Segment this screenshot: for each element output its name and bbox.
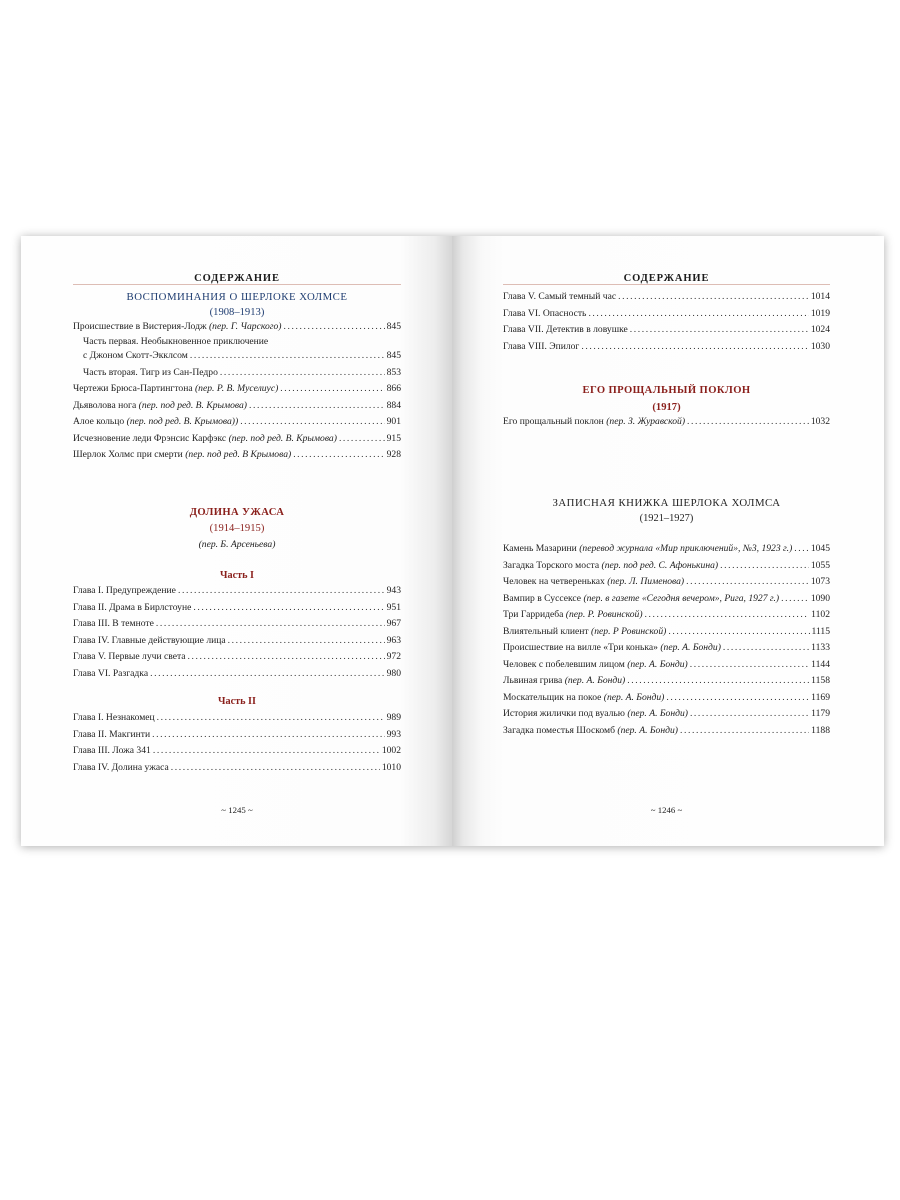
- section-translator: (пер. Б. Арсеньева): [198, 539, 276, 550]
- toc-entry[interactable]: Глава II. Драма в Бирлстоуне . . . 951: [73, 600, 401, 617]
- toc-entry[interactable]: Загадка поместья Шоскомб (пер. А. Бонди) . . . 1188: [503, 723, 830, 740]
- part-title: Часть II: [218, 696, 256, 707]
- section-title: ВОСПОМИНАНИЯ О ШЕРЛОКЕ ХОЛМСЕ: [126, 291, 348, 303]
- toc-entry[interactable]: Дьяволова нога (пер. под ред. В. Крымова) . . . 884: [73, 398, 401, 415]
- toc-entry[interactable]: Глава V. Первые лучи света . . . 972: [73, 649, 401, 666]
- toc-list: [503, 289, 830, 355]
- toc-entry[interactable]: Глава VI. Опасность . . . 1019: [503, 306, 830, 323]
- toc-entry[interactable]: Камень Мазарини (перевод журнала «Мир приключений», №3, 1923 г.) . . . 1045: [503, 541, 830, 558]
- page-header: СОДЕРЖАНИЕ: [623, 273, 710, 284]
- toc-entry[interactable]: Глава VIII. Эпилог . . . 1030: [503, 339, 830, 356]
- toc-entry[interactable]: Загадка Торского моста (пер. под ред. С. Афонькина) . . . 1055: [503, 558, 830, 575]
- book-spread: [21, 236, 884, 846]
- toc-entry[interactable]: Глава IV. Долина ужаса . . . 1010: [73, 760, 401, 777]
- toc-entry[interactable]: Глава I. Предупреждение . . . 943: [73, 583, 401, 600]
- toc-entry[interactable]: Происшествие на вилле «Три конька» (пер. А. Бонди) . . . 1133: [503, 640, 830, 657]
- section-years: (1908–1913): [209, 307, 265, 318]
- toc-entry[interactable]: Чертежи Брюса-Партингтона (пер. Р. В. Муселиус) . . . 866: [73, 381, 401, 398]
- toc-list: [73, 583, 401, 682]
- section-title: ЗАПИСНАЯ КНИЖКА ШЕРЛОКА ХОЛМСА: [552, 497, 781, 509]
- toc-entry[interactable]: Глава V. Самый темный час . . . 1014: [503, 289, 830, 306]
- toc-entry[interactable]: Алое кольцо (пер. под ред. В. Крымова)) . . . 901: [73, 414, 401, 431]
- part-title: Часть I: [220, 570, 254, 581]
- toc-entry[interactable]: Глава IV. Главные действующие лица . . . 963: [73, 633, 401, 650]
- toc-entry[interactable]: Глава I. Незнакомец . . . 989: [73, 710, 401, 727]
- toc-entry[interactable]: Глава II. Макгинти . . . 993: [73, 727, 401, 744]
- toc-entry[interactable]: Исчезновение леди Фрэнсис Карфэкс (пер. под ред. В. Крымова) . . . 915: [73, 431, 401, 448]
- toc-entry[interactable]: Глава III. В темноте . . . 967: [73, 616, 401, 633]
- header-rule: [73, 284, 401, 285]
- section-years: (1914–1915): [209, 523, 265, 534]
- toc-entry[interactable]: Глава VII. Детектив в ловушке . . . 1024: [503, 322, 830, 339]
- toc-entry[interactable]: Влиятельный клиент (пер. Р Ровинской) . . . 1115: [503, 624, 830, 641]
- toc-entry[interactable]: Часть вторая. Тигр из Сан-Педро . . . 853: [73, 365, 401, 382]
- toc-entry[interactable]: Его прощальный поклон (пер. З. Журавской) . . . 1032: [503, 414, 830, 431]
- toc-entry[interactable]: Человек на четвереньках (пер. Л. Пименова) . . . 1073: [503, 574, 830, 591]
- toc-entry[interactable]: Глава III. Ложа 341 . . . 1002: [73, 743, 401, 760]
- page-number: ~ 1245 ~: [221, 805, 253, 815]
- toc-entry[interactable]: История жилички под вуалью (пер. А. Бонди) . . . 1179: [503, 706, 830, 723]
- header-rule: [503, 284, 830, 285]
- toc-entry[interactable]: Львиная грива (пер. А. Бонди) . . . 1158: [503, 673, 830, 690]
- toc-list: [503, 541, 830, 739]
- toc-entry[interactable]: Москательщик на покое (пер. А. Бонди) . . . 1169: [503, 690, 830, 707]
- toc-entry[interactable]: Три Гарридеба (пер. Р. Ровинской) . . . 1102: [503, 607, 830, 624]
- section-years: (1921–1927): [639, 513, 694, 524]
- toc-entry[interactable]: Вампир в Суссексе (пер. в газете «Сегодня вечером», Рига, 1927 г.) . . . 1090: [503, 591, 830, 608]
- left-page: [21, 236, 452, 846]
- page-header: СОДЕРЖАНИЕ: [194, 273, 280, 284]
- section-title: ЕГО ПРОЩАЛЬНЫЙ ПОКЛОН: [582, 385, 751, 396]
- toc-entry[interactable]: Человек с побелевшим лицом (пер. А. Бонди) . . . 1144: [503, 657, 830, 674]
- toc-list: [503, 414, 830, 431]
- toc-entry[interactable]: с Джоном Скотт-Экклсом . . . 845: [73, 348, 401, 365]
- section-years: (1917): [652, 402, 681, 413]
- toc-entry[interactable]: Глава VI. Разгадка . . . 980: [73, 666, 401, 683]
- toc-entry[interactable]: Происшествие в Вистерия-Лодж (пер. Г. Чарского) . . . 845: [73, 319, 401, 336]
- page-number: ~ 1246 ~: [650, 805, 683, 815]
- toc-list: [73, 319, 401, 464]
- section-title: ДОЛИНА УЖАСА: [189, 507, 285, 518]
- toc-entry[interactable]: Часть первая. Необыкновенное приключение: [83, 335, 269, 347]
- toc-list: [73, 710, 401, 776]
- toc-entry[interactable]: Шерлок Холмс при смерти (пер. под ред. В Крымова) . . . 928: [73, 447, 401, 464]
- right-page: [452, 236, 884, 846]
